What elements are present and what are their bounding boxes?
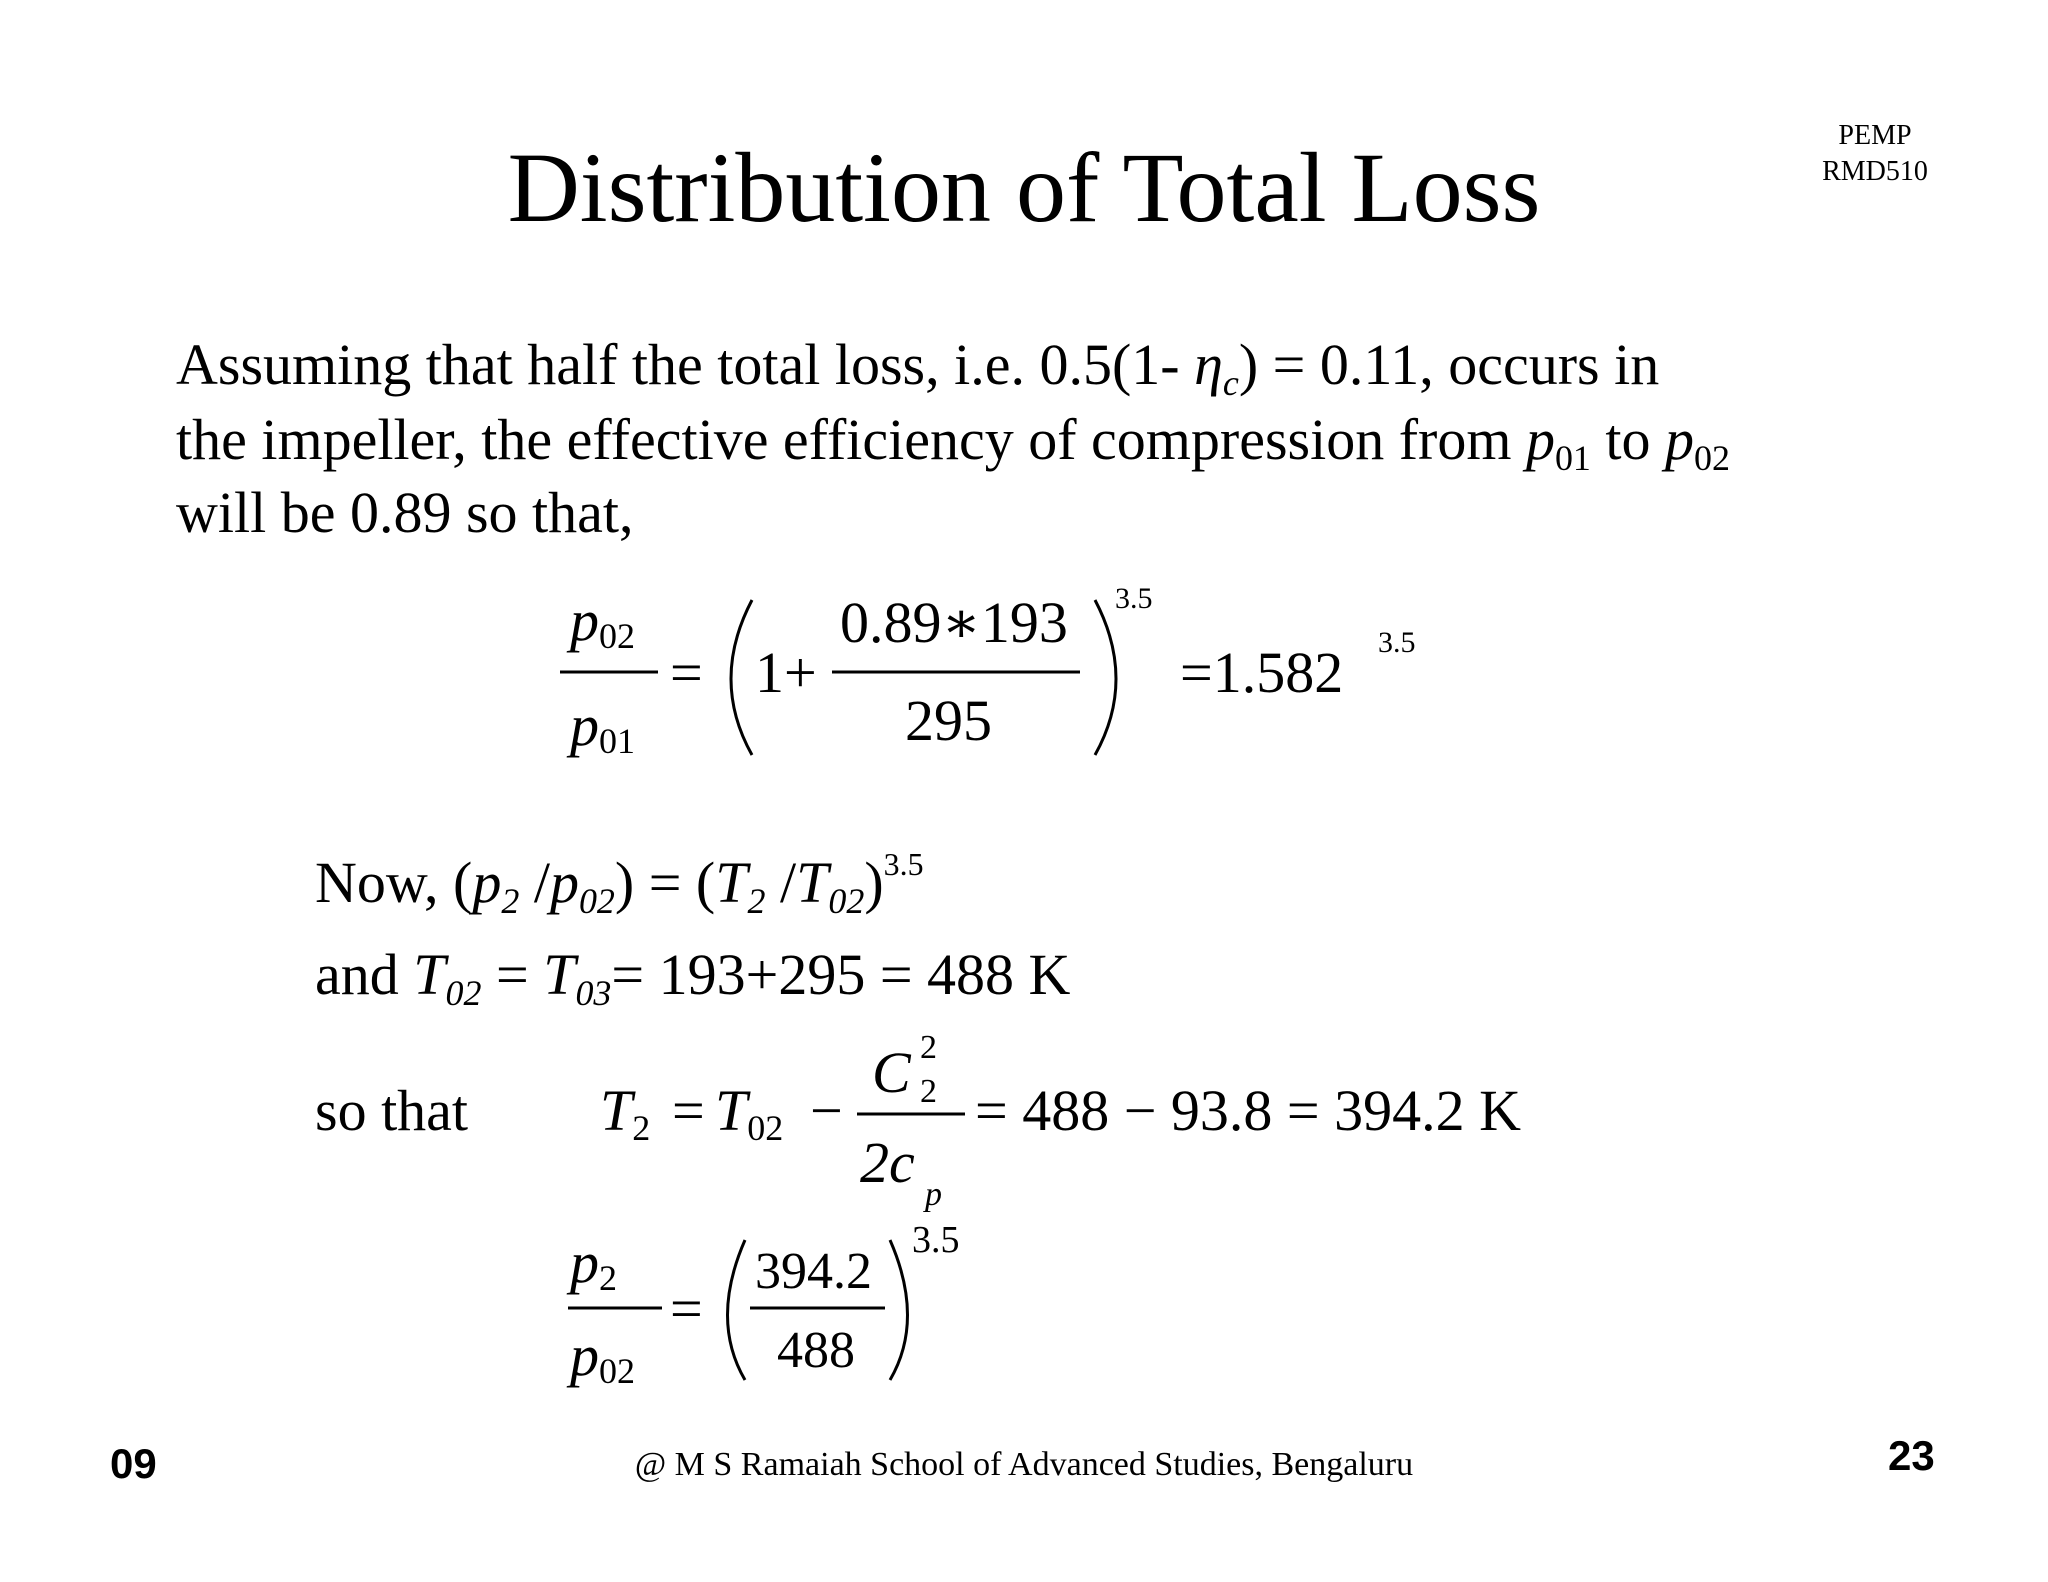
temperature-symbol: T xyxy=(543,942,576,1007)
so-equals: = xyxy=(672,1078,705,1143)
now-line xyxy=(315,830,924,936)
now-text: ) = ( xyxy=(614,850,716,916)
now-text: ) xyxy=(864,850,884,916)
temperature-subscript: 2 xyxy=(747,880,766,921)
slide-title: Distribution of Total Loss xyxy=(507,132,1541,243)
temperature-subscript: 02 xyxy=(445,972,482,1013)
eq4-lhs-den: p02 xyxy=(570,1323,635,1391)
pressure-symbol: p xyxy=(549,850,579,916)
pressure-subscript: 01 xyxy=(1554,437,1591,478)
pressure-symbol: p xyxy=(1525,407,1555,472)
course-code xyxy=(1790,118,1960,190)
eq4-equals: = xyxy=(670,1276,703,1341)
equation-static-temperature xyxy=(300,1030,1650,1220)
and-text: = 193+295 = 488 K xyxy=(611,942,1071,1007)
and-text: and xyxy=(315,942,414,1007)
eq1-left-paren xyxy=(731,600,752,755)
so-num-C-sup: 2 xyxy=(920,1030,937,1066)
eq1-inner-num: 0.89∗193 xyxy=(840,590,1068,655)
footer-institution: @ M S Ramaiah School of Advanced Studies, Bengaluru xyxy=(634,1446,1414,1483)
eq1-result: =1.582 xyxy=(1180,640,1344,705)
now-text: / xyxy=(519,850,550,916)
temperature-symbol: T xyxy=(796,850,829,916)
eq4-inner-den: 488 xyxy=(777,1322,855,1379)
and-text: = xyxy=(481,942,544,1007)
eq1-exponent: 3.5 xyxy=(1115,582,1153,615)
eq4-inner-num: 394.2 xyxy=(755,1243,872,1300)
so-result: = 488 − 93.8 = 394.2 K xyxy=(975,1078,1522,1143)
footer-page-number: 23 xyxy=(1888,1432,1935,1479)
so-den-sub: p xyxy=(925,1176,942,1213)
eq1-one-plus: 1+ xyxy=(755,640,817,705)
equation-pressure-ratio xyxy=(540,580,1540,780)
temperature-symbol: T xyxy=(715,850,748,916)
intro-text: ) = 0.11, occurs in xyxy=(1238,332,1660,397)
eq4-right-paren xyxy=(890,1240,908,1380)
now-text: / xyxy=(765,850,797,916)
temperature-symbol: T xyxy=(413,942,446,1007)
now-exponent: 3.5 xyxy=(883,847,924,882)
so-that-label: so that xyxy=(315,1078,469,1143)
eta-subscript: c xyxy=(1222,362,1239,403)
eq4-exponent: 3.5 xyxy=(912,1219,960,1261)
eq4-left-paren xyxy=(728,1240,746,1380)
eq1-equals: = xyxy=(670,640,703,705)
so-num-C: C xyxy=(872,1040,911,1105)
pressure-subscript: 02 xyxy=(1694,437,1730,478)
course-code-line2: RMD510 xyxy=(1822,156,1928,187)
eq4-lhs-num: p2 xyxy=(570,1230,617,1298)
now-text: Now, ( xyxy=(315,850,473,916)
temperature-subscript: 02 xyxy=(828,880,865,921)
eq1-result-exponent: 3.5 xyxy=(1378,626,1416,659)
footer-module-number: 09 xyxy=(110,1440,157,1487)
eq1-right-paren xyxy=(1095,600,1116,755)
intro-text: Assuming that half the total loss, i.e. 0.5(1- xyxy=(176,332,1195,397)
so-minus: − xyxy=(810,1078,843,1143)
and-line xyxy=(315,940,1070,1028)
eq1-inner-den: 295 xyxy=(905,688,992,753)
pressure-subscript: 2 xyxy=(501,880,520,921)
eq1-lhs-num: p02 xyxy=(570,588,635,656)
intro-line-3: will be 0.89 so that, xyxy=(176,480,634,545)
pressure-symbol: p xyxy=(472,850,502,916)
pressure-subscript: 02 xyxy=(578,880,615,921)
intro-text: to xyxy=(1590,407,1666,472)
eta-symbol: η xyxy=(1194,332,1223,397)
so-T02: T02 xyxy=(715,1078,784,1148)
course-code-line1: PEMP xyxy=(1838,120,1912,151)
temperature-subscript: 03 xyxy=(575,972,612,1013)
so-T2: T2 xyxy=(600,1078,651,1148)
intro-text: the impeller, the effective efficiency of compression from xyxy=(176,407,1526,472)
pressure-symbol: p xyxy=(1665,407,1695,472)
eq1-lhs-den: p01 xyxy=(570,693,635,761)
equation-static-pressure-ratio xyxy=(540,1210,1060,1400)
so-den: 2c xyxy=(860,1130,915,1195)
so-num-C-sub: 2 xyxy=(920,1073,937,1110)
